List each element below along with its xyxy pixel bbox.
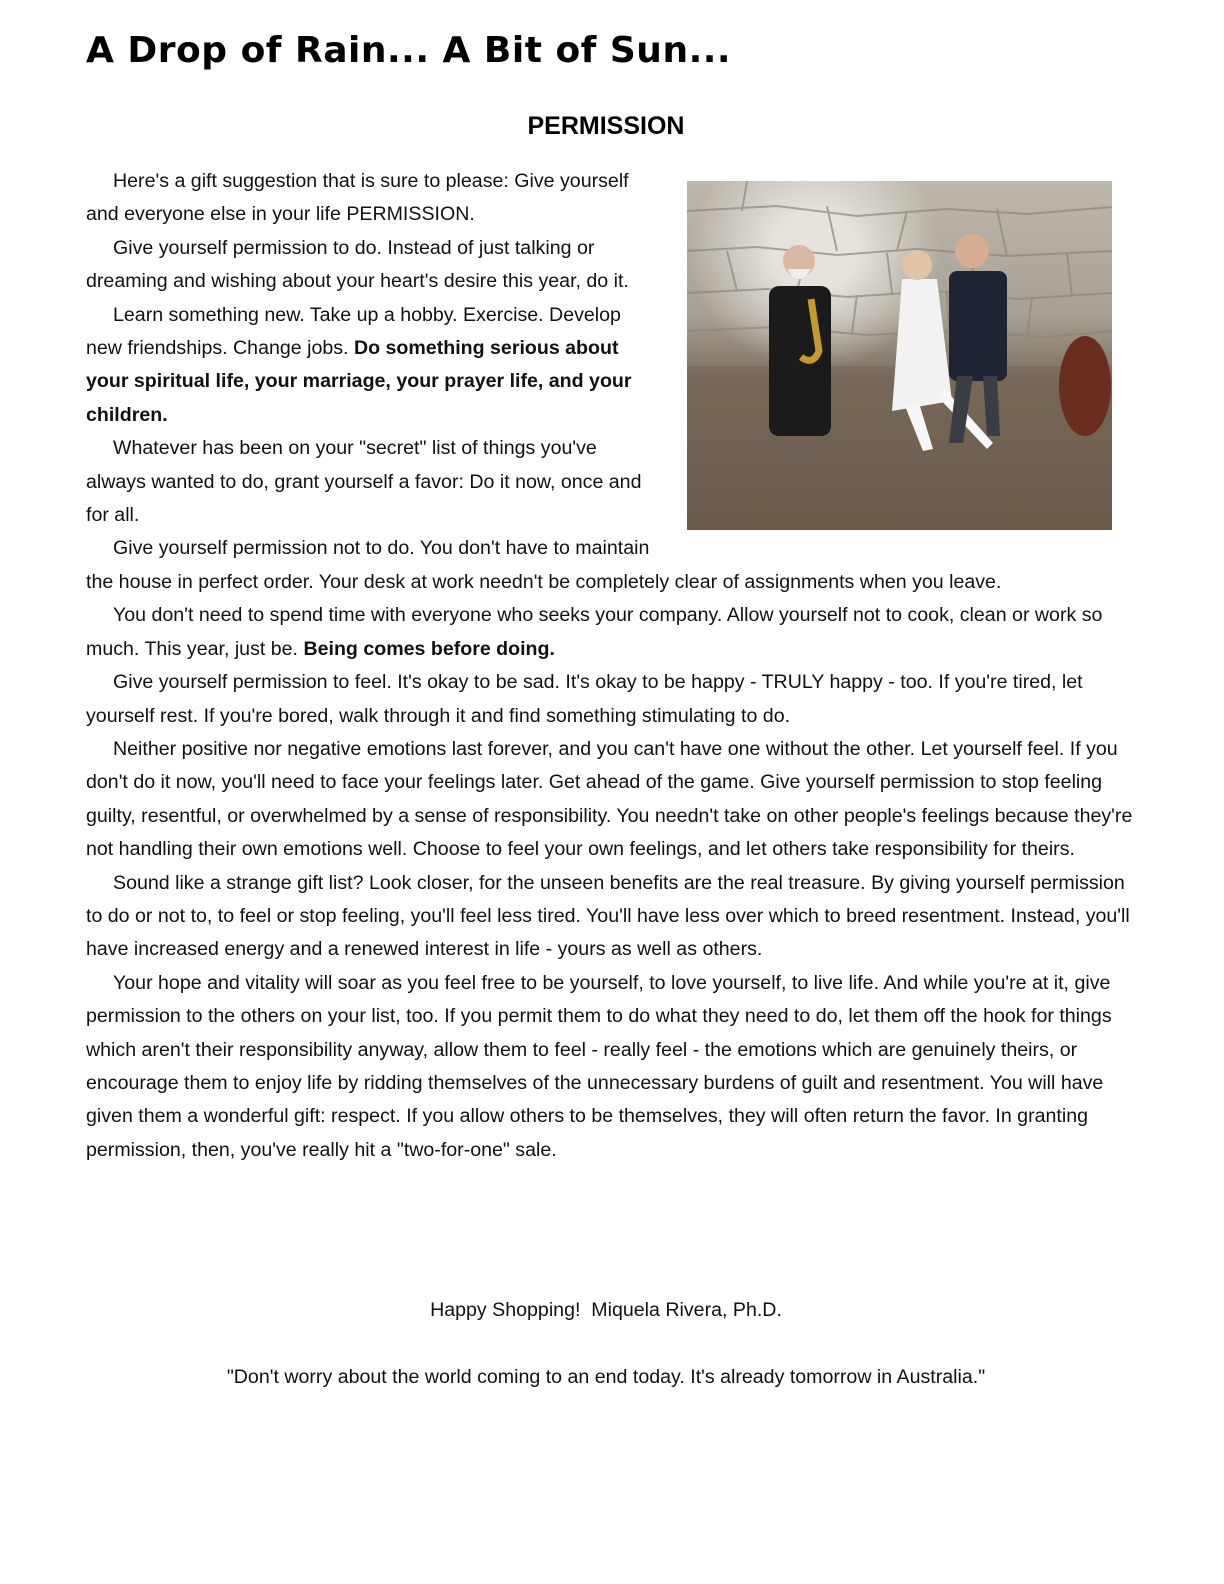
paragraph-just-be bbox=[86, 599, 1136, 666]
paragraph-just-be-text: You don't need to spend time with everyone who seeks your company. Allow yourself not to cook, clean or work so much. This year, just be. bbox=[86, 604, 1103, 660]
paragraph-learn-bold: Do something serious about your spiritual life, your marriage, your prayer life, and your children. bbox=[86, 337, 632, 426]
paragraph-permission-to-feel: Give yourself permission to feel. It's okay to be sad. It's okay to be happy - TRULY happy - too. If you're tired, let yourself rest. If you're bored, walk through it and find something stimulating to do. bbox=[86, 671, 1083, 727]
paragraph-learn-text: Learn something new. Take up a hobby. Exercise. Develop new friendships. Change jobs. bbox=[86, 303, 621, 360]
dancing-couple-photo bbox=[687, 181, 1112, 530]
paragraph-permission-to-do: Give yourself permission to do. Instead of just talking or dreaming and wishing about your heart's desire this year, do it. bbox=[86, 236, 629, 293]
paragraph-secret-list: Whatever has been on your "secret" list of things you've always wanted to do, grant yourself a favor: Do it now, once and for all. bbox=[86, 437, 642, 527]
paragraph-strange-gift-list: Sound like a strange gift list? Look closer, for the unseen benefits are the real treasure. By giving yourself permission to do or not to, to feel or stop feeling, you'll feel less tired. You'll have less over which to breed resentment. Instead, you'll have increased energy and a renewed interest in life - yours as well as others. bbox=[86, 871, 1130, 961]
article-body bbox=[86, 165, 1136, 1167]
paragraph-emotions: Neither positive nor negative emotions last forever, and you can't have one without the other. Let yourself feel. If you don't do it now, you'll need to face your feelings later. Get ahead of the game. Give yourself permission to stop feeling guilty, resentful, or overwhelmed by a sense of responsibility. You needn't take on other people's feelings because they're not handling their own emotions well. Choose to feel your own feelings, and let others take responsibility for theirs. bbox=[86, 737, 1133, 861]
paragraph-just-be-bold: Being comes before doing. bbox=[303, 637, 555, 660]
paragraph-permission-not-to-do: Give yourself permission not to do. You don't have to maintain the house in perfect order. Your desk at work needn't be completely clear of assignments when you leave. bbox=[86, 537, 1002, 593]
author-signoff: Happy Shopping! Miquela Rivera, Ph.D. bbox=[430, 1299, 782, 1321]
closing-quote: "Don't worry about the world coming to an end today. It's already tomorrow in Australia." bbox=[226, 1366, 986, 1388]
newsletter-banner-title: A Drop of Rain... A Bit of Sun... bbox=[86, 30, 732, 71]
paragraph-hope-and-vitality: Your hope and vitality will soar as you feel free to be yourself, to love yourself, to live life. And while you're at it, give permission to the others on your list, too. If you permit them to do what they need to do, let them off the hook for things which aren't their responsibility anyway, allow them to feel - really feel - the emotions which are genuinely theirs, or encourage them to enjoy life by ridding themselves of the unnecessary burdens of guilt and resentment. You will have given them a wonderful gift: respect. If you allow others to be themselves, they will often return the favor. In granting permission, then, you've really hit a "two-for-one" sale. bbox=[86, 971, 1112, 1161]
paragraph-gift-suggestion: Here's a gift suggestion that is sure to please: Give yourself and everyone else in your life PERMISSION. bbox=[86, 170, 629, 226]
article-title: PERMISSION bbox=[527, 112, 685, 140]
photo-illustration bbox=[687, 181, 1112, 530]
